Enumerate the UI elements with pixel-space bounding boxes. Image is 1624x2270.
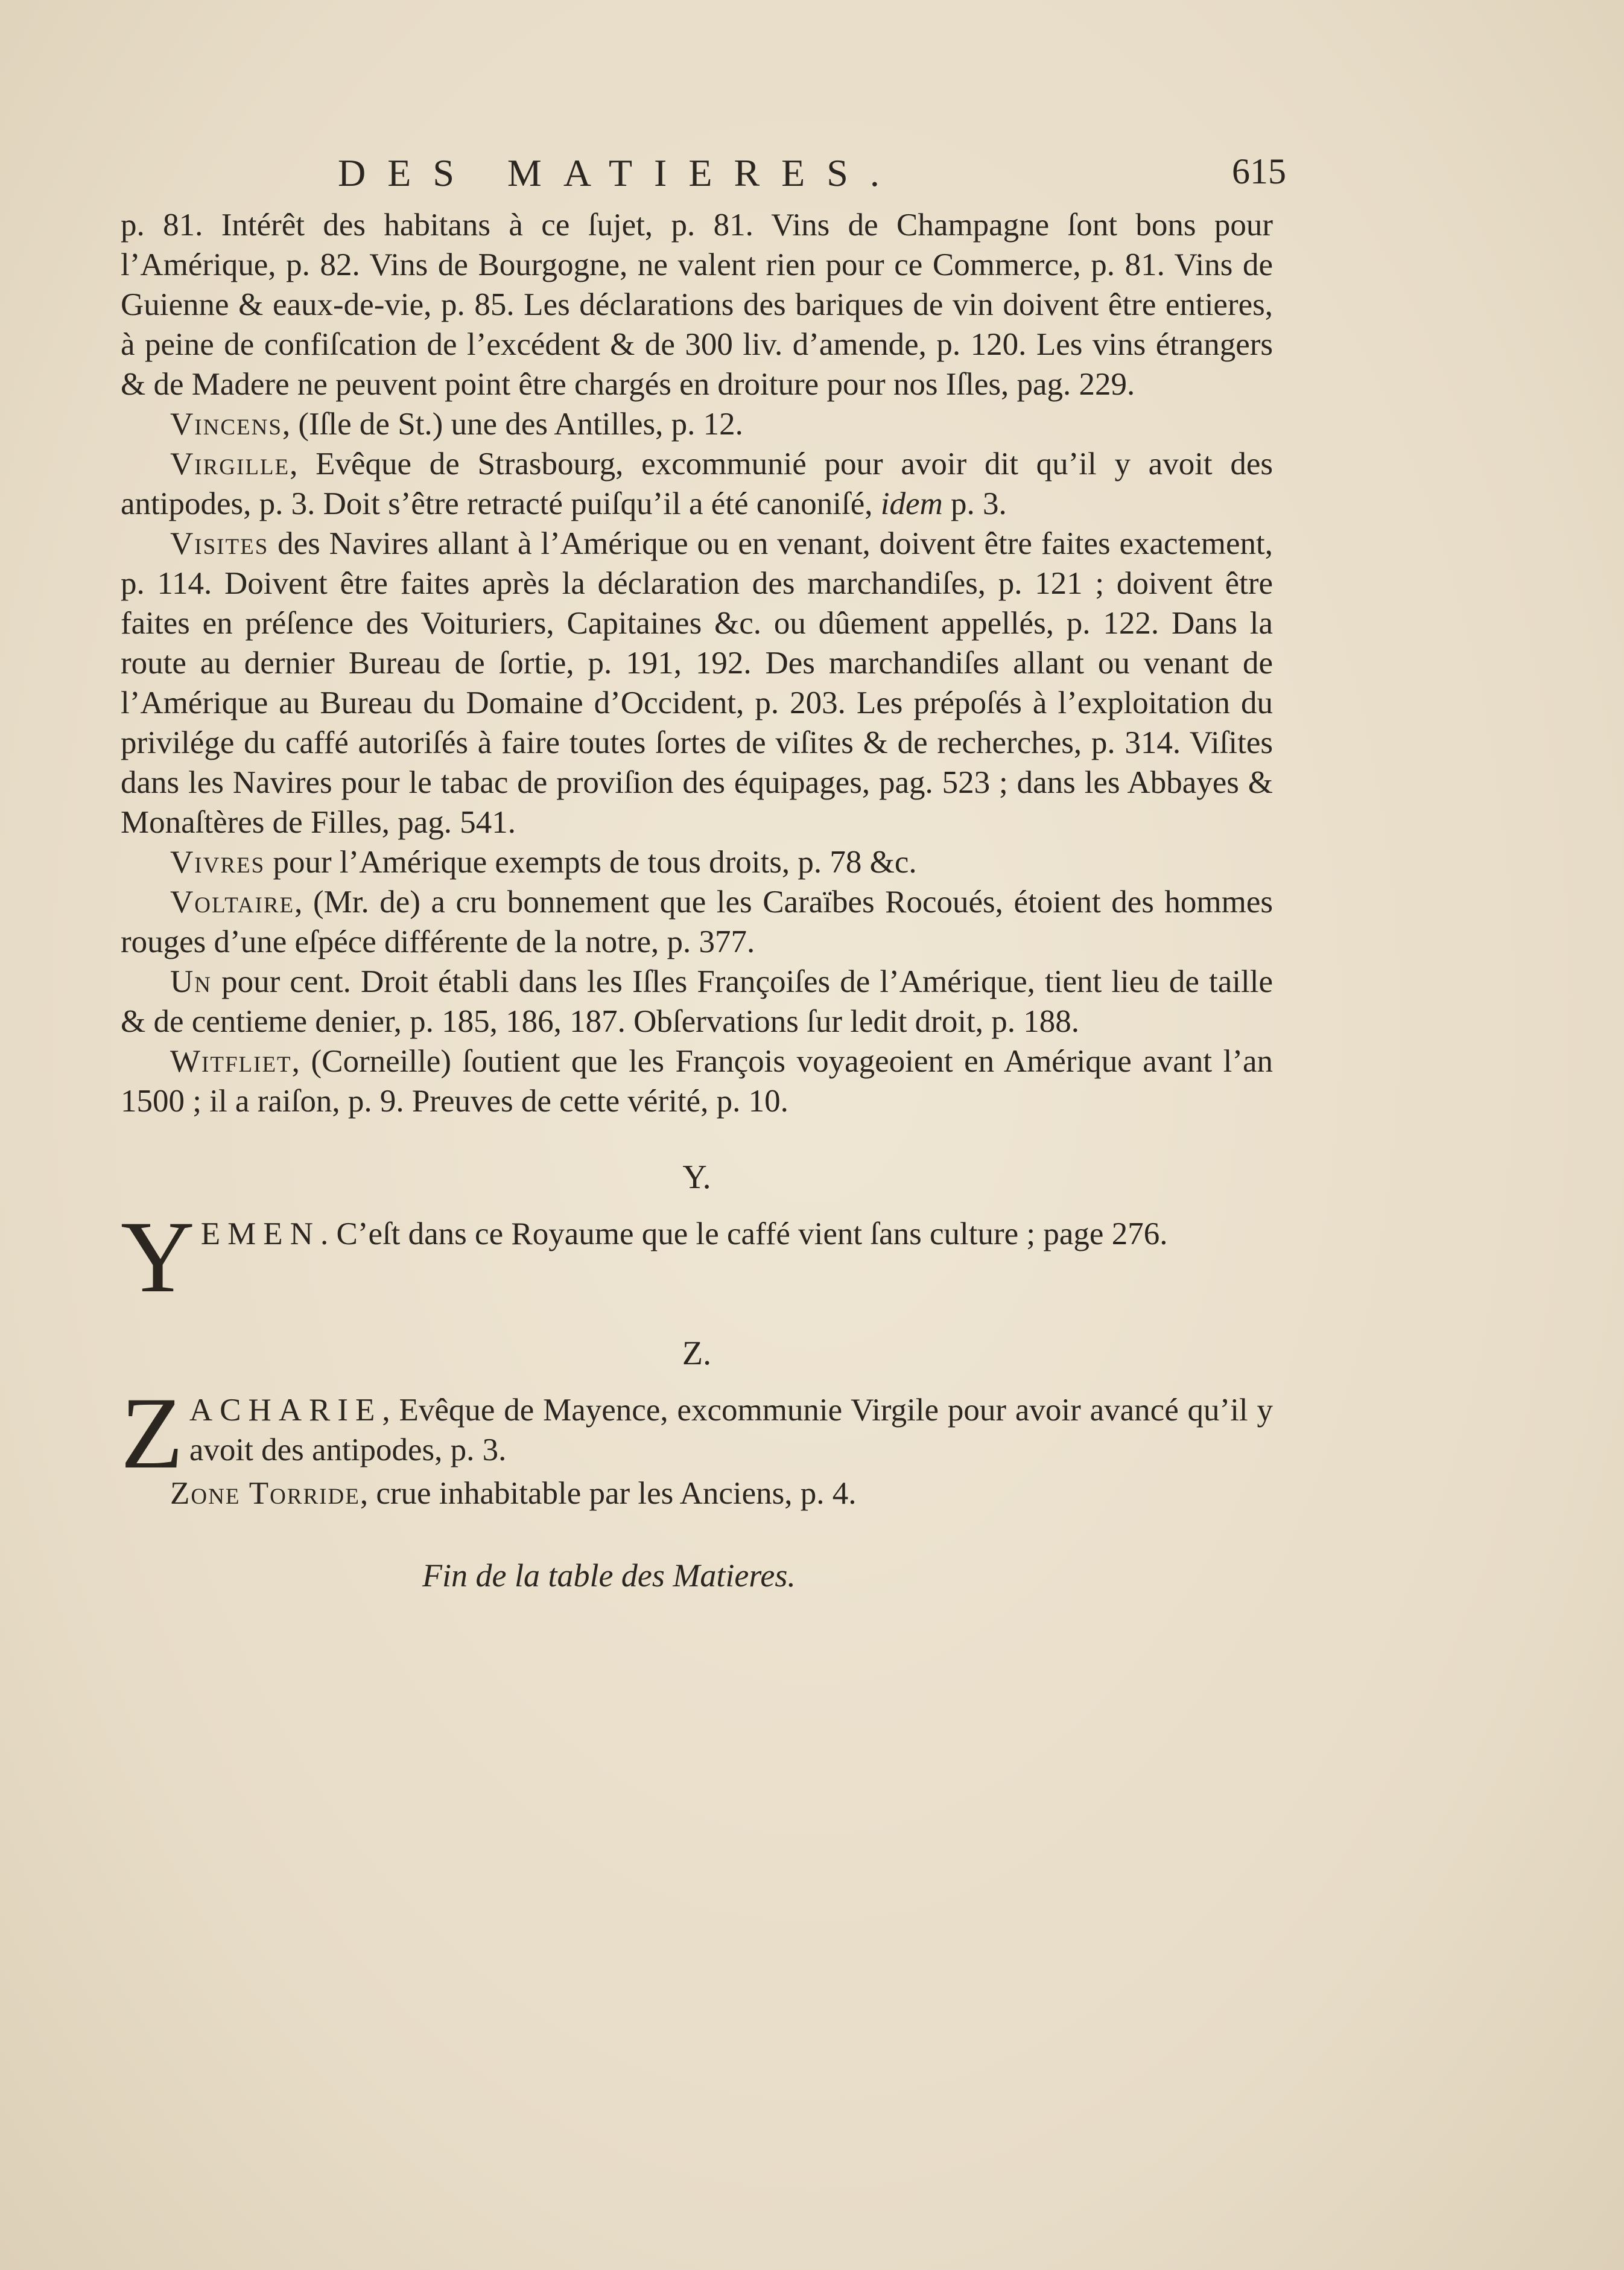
drop-cap-initial: Z [121,1376,183,1490]
entry-headword: Voltaire [170,885,295,920]
entry-text: , Evêque de Mayence, excommunie Virgile pour avoir avancé qu’il y avoit des antipodes, p. 3. [189,1393,1273,1467]
entry-text: p. 81. Intérêt des habitans à ce ſujet, p. 81. Vins de Champagne ſont bons pour l’Amérique, p. 82. Vins de Bourgogne, ne valent rien pour ce Commerce, p. 81. Vins de Guienne & eaux-de-vie, p. 85. Les déclarations des bariques de vin doivent être entieres, à peine de confiſcation de l’excédent & de 300 liv. d’amende, p. 120. Les vins étrangers & de Madere ne peuvent point être chargés en droiture pour nos Iſles, pag. 229. [121,208,1273,402]
entry-text: , crue inhabitable par les Anciens, p. 4. [360,1476,857,1511]
entry-text-tail: p. 3. [942,486,1007,521]
index-entry-zone-torride [121,1474,1273,1513]
entry-headword: Witfliet [170,1044,292,1079]
entry-text: des Navires allant à l’Amérique ou en venant, doivent être faites exactement, p. 114. Doivent être faites après la déclaration des marchandiſes, p. 121 ; doivent être faites en préſence des Voituriers, Capitaines &c. ou dûement appellés, p. 122. Dans la route au dernier Bureau de ſortie, p. 191, 192. Des marchandiſes allant ou venant de l’Amérique au Bureau du Domaine d’Occident, p. 203. Les prépoſés à l’exploitation du privilége du caffé autoriſés à faire toutes ſortes de viſites & de recherches, p. 314. Viſites dans les Navires pour le tabac de proviſion des équipages, pag. 523 ; dans les Abbayes & Monaſtères de Filles, pag. 541. [121,526,1273,840]
index-entry-vincens [121,404,1273,444]
index-entry-voltaire [121,882,1273,962]
index-entry-zacharie [121,1376,1273,1490]
entry-headword: Vivres [170,845,265,880]
index-entry-yemen [121,1200,1273,1314]
entry-headword: Virgille [170,447,290,482]
entry-text: pour l’Amérique exempts de tous droits, p. 78 &c. [265,845,917,880]
section-letter-y: Y. [682,1159,711,1196]
entry-headword: Zone Torride [170,1476,360,1511]
entry-headword: Un [170,964,212,999]
section-letter-z: Z. [682,1335,712,1372]
entry-italic: idem [880,486,943,521]
drop-cap-initial: Y [121,1200,195,1314]
index-entry-virgille [121,444,1273,524]
page-header [121,151,1286,199]
entry-headword: ACHARIE [189,1393,382,1428]
entry-headword: Vincens [170,407,282,442]
page-number: 615 [1232,151,1286,191]
index-entry-witfliet [121,1041,1273,1121]
entry-text: , Evêque de Strasbourg, excommunié pour avoir dit qu’il y avoit des antipodes, p. 3. Doit s’être retracté puiſqu’il a été canoniſé, [121,447,1273,521]
entry-text: , (Corneille) ſoutient que les François voyageoient en Amérique avant l’an 1500 ; il a raiſon, p. 9. Preuves de cette vérité, p. 10. [121,1044,1273,1119]
entry-text: pour cent. Droit établi dans les Iſles Françoiſes de l’Amérique, tient lieu de taille & de centieme denier, p. 185, 186, 187. Obſervations ſur ledit droit, p. 188. [121,964,1273,1039]
index-entry-continuation [121,205,1273,404]
index-entry-un-pour-cent [121,962,1273,1041]
index-entry-visites [121,524,1273,842]
entry-headword: EMEN [200,1216,320,1251]
end-of-table-note: Fin de la table des Matieres. [422,1557,796,1594]
running-head: DES MATIERES. [338,151,901,194]
index-entry-vivres [121,842,1273,882]
entry-text: , (Iſle de St.) une des Antilles, p. 12. [282,407,743,442]
entry-text: . C’eſt dans ce Royaume que le caffé vient ſans culture ; page 276. [320,1216,1168,1251]
index-text [121,205,1273,1595]
entry-text: , (Mr. de) a cru bonnement que les Caraïbes Rocoués, étoient des hommes rouges d’une eſpéce différente de la notre, p. 377. [121,885,1273,959]
entry-headword: Visites [170,526,269,561]
